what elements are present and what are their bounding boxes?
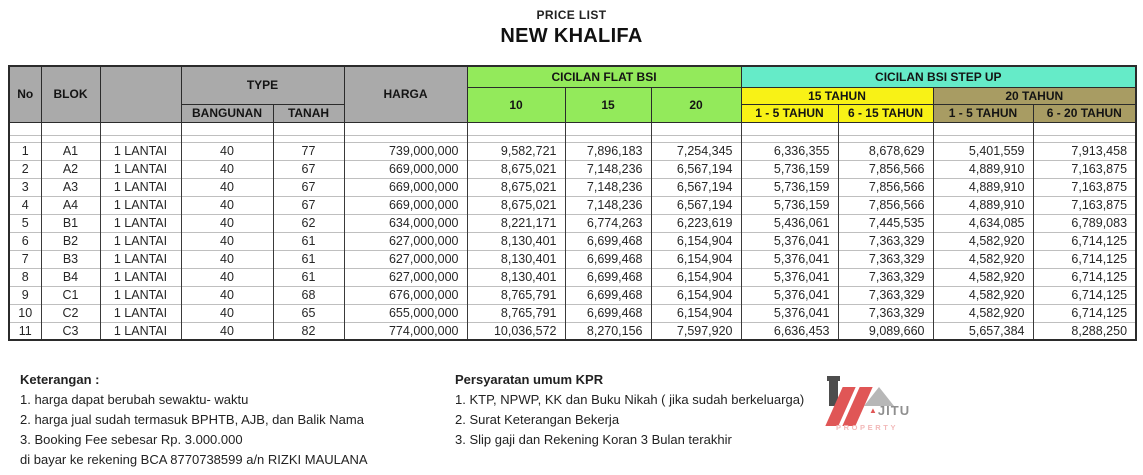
cell-bangunan: 40 — [181, 250, 273, 268]
cell-stepup15-1-5: 5,376,041 — [741, 268, 838, 286]
persyaratan-item: 2. Surat Keterangan Bekerja — [455, 412, 620, 427]
logo-text: JITU — [877, 403, 911, 418]
cell-harga: 627,000,000 — [344, 268, 467, 286]
cell-stepup15-6-15: 9,089,660 — [838, 322, 933, 340]
price-list-table — [8, 65, 1137, 341]
cell-stepup20-1-5: 4,582,920 — [933, 286, 1033, 304]
table-row — [9, 142, 1136, 160]
cell-flat-15: 6,699,468 — [565, 304, 651, 322]
cell-harga: 774,000,000 — [344, 322, 467, 340]
cell-floor: 1 LANTAI — [100, 178, 181, 196]
cell-flat-15: 6,774,263 — [565, 214, 651, 232]
keterangan-item: 3. Booking Fee sebesar Rp. 3.000.000 — [20, 432, 243, 447]
page-header — [0, 0, 1143, 48]
cell-blok: B4 — [41, 268, 100, 286]
table-row — [9, 178, 1136, 196]
cell-tanah: 61 — [273, 232, 344, 250]
cell-stepup15-6-15: 7,363,329 — [838, 232, 933, 250]
cell-flat-20: 6,154,904 — [651, 286, 741, 304]
cell-blok: B2 — [41, 232, 100, 250]
cell-floor: 1 LANTAI — [100, 214, 181, 232]
cell-flat-10: 8,221,171 — [467, 214, 565, 232]
cell-blok: C3 — [41, 322, 100, 340]
col-header-harga: HARGA — [344, 66, 467, 122]
cell-flat-20: 6,154,904 — [651, 304, 741, 322]
keterangan-item: 1. harga dapat berubah sewaktu- waktu — [20, 392, 249, 407]
cell-stepup20-1-5: 4,582,920 — [933, 232, 1033, 250]
cell-flat-10: 8,675,021 — [467, 160, 565, 178]
cell-flat-10: 8,130,401 — [467, 268, 565, 286]
cell-stepup15-1-5: 5,376,041 — [741, 250, 838, 268]
footer — [20, 370, 1143, 470]
cell-bangunan: 40 — [181, 160, 273, 178]
cell-bangunan: 40 — [181, 268, 273, 286]
cell-stepup15-6-15: 7,363,329 — [838, 304, 933, 322]
cell-stepup15-1-5: 5,736,159 — [741, 178, 838, 196]
header-row-1 — [9, 66, 1136, 87]
persyaratan-section — [455, 370, 810, 450]
cell-blok: A1 — [41, 142, 100, 160]
cell-blok: B3 — [41, 250, 100, 268]
cell-floor: 1 LANTAI — [100, 304, 181, 322]
cell-tanah: 82 — [273, 322, 344, 340]
cell-stepup15-6-15: 7,445,535 — [838, 214, 933, 232]
cell-blok: A4 — [41, 196, 100, 214]
cell-floor: 1 LANTAI — [100, 196, 181, 214]
col-header-tanah: TANAH — [273, 104, 344, 122]
cell-bangunan: 40 — [181, 286, 273, 304]
cell-stepup20-1-5: 4,582,920 — [933, 304, 1033, 322]
cell-flat-10: 10,036,572 — [467, 322, 565, 340]
cell-stepup15-1-5: 6,636,453 — [741, 322, 838, 340]
spacer-row — [9, 122, 1136, 135]
keterangan-title: Keterangan : — [20, 372, 100, 387]
cell-stepup20-1-5: 4,634,085 — [933, 214, 1033, 232]
cell-no: 10 — [9, 304, 41, 322]
cell-harga: 669,000,000 — [344, 196, 467, 214]
cell-flat-20: 6,154,904 — [651, 250, 741, 268]
col-header-15t-6-15: 6 - 15 TAHUN — [838, 104, 933, 122]
cell-stepup15-6-15: 8,678,629 — [838, 142, 933, 160]
cell-stepup15-6-15: 7,363,329 — [838, 268, 933, 286]
jitu-property-logo — [822, 374, 932, 438]
cell-stepup20-1-5: 4,889,910 — [933, 196, 1033, 214]
table-row — [9, 196, 1136, 214]
cell-stepup15-6-15: 7,856,566 — [838, 196, 933, 214]
cell-bangunan: 40 — [181, 178, 273, 196]
cell-flat-10: 8,130,401 — [467, 250, 565, 268]
cell-floor: 1 LANTAI — [100, 268, 181, 286]
page-title: NEW KHALIFA — [500, 25, 643, 47]
table-row — [9, 160, 1136, 178]
cell-flat-20: 6,567,194 — [651, 160, 741, 178]
cell-flat-15: 7,148,236 — [565, 196, 651, 214]
col-header-no: No — [9, 66, 41, 122]
cell-blok: A2 — [41, 160, 100, 178]
cell-tanah: 61 — [273, 268, 344, 286]
cell-floor: 1 LANTAI — [100, 232, 181, 250]
cell-bangunan: 40 — [181, 142, 273, 160]
cell-tanah: 65 — [273, 304, 344, 322]
cell-no: 3 — [9, 178, 41, 196]
cell-stepup20-6-20: 7,913,458 — [1033, 142, 1136, 160]
cell-bangunan: 40 — [181, 304, 273, 322]
cell-no: 11 — [9, 322, 41, 340]
cell-tanah: 67 — [273, 178, 344, 196]
page-subtitle: PRICE LIST — [536, 8, 607, 22]
cell-tanah: 67 — [273, 196, 344, 214]
cell-floor: 1 LANTAI — [100, 322, 181, 340]
cell-bangunan: 40 — [181, 232, 273, 250]
cell-harga: 655,000,000 — [344, 304, 467, 322]
table-row — [9, 286, 1136, 304]
cell-stepup15-1-5: 5,736,159 — [741, 196, 838, 214]
cell-bangunan: 40 — [181, 214, 273, 232]
cell-stepup20-6-20: 6,714,125 — [1033, 268, 1136, 286]
cell-harga: 669,000,000 — [344, 178, 467, 196]
cell-flat-15: 7,148,236 — [565, 160, 651, 178]
cell-no: 7 — [9, 250, 41, 268]
col-header-flat-15: 15 — [565, 87, 651, 122]
cell-stepup15-6-15: 7,856,566 — [838, 178, 933, 196]
cell-harga: 739,000,000 — [344, 142, 467, 160]
cell-stepup20-6-20: 6,714,125 — [1033, 286, 1136, 304]
cell-stepup15-1-5: 5,436,061 — [741, 214, 838, 232]
cell-stepup20-6-20: 6,714,125 — [1033, 232, 1136, 250]
cell-stepup20-1-5: 4,582,920 — [933, 250, 1033, 268]
cell-stepup20-1-5: 4,889,910 — [933, 160, 1033, 178]
cell-stepup20-1-5: 4,889,910 — [933, 178, 1033, 196]
keterangan-section — [20, 370, 455, 470]
cell-flat-20: 6,223,619 — [651, 214, 741, 232]
cell-blok: C2 — [41, 304, 100, 322]
cell-stepup20-6-20: 7,163,875 — [1033, 160, 1136, 178]
cell-stepup20-6-20: 7,163,875 — [1033, 178, 1136, 196]
cell-tanah: 62 — [273, 214, 344, 232]
cell-flat-15: 7,896,183 — [565, 142, 651, 160]
cell-stepup15-1-5: 6,336,355 — [741, 142, 838, 160]
cell-stepup20-6-20: 8,288,250 — [1033, 322, 1136, 340]
cell-harga: 634,000,000 — [344, 214, 467, 232]
cell-stepup20-6-20: 6,714,125 — [1033, 304, 1136, 322]
cell-no: 6 — [9, 232, 41, 250]
cell-flat-10: 8,130,401 — [467, 232, 565, 250]
cell-stepup20-6-20: 6,789,083 — [1033, 214, 1136, 232]
cell-harga: 627,000,000 — [344, 232, 467, 250]
cell-stepup15-1-5: 5,736,159 — [741, 160, 838, 178]
cell-floor: 1 LANTAI — [100, 250, 181, 268]
col-header-flat-20: 20 — [651, 87, 741, 122]
cell-floor: 1 LANTAI — [100, 160, 181, 178]
cell-flat-10: 8,765,791 — [467, 286, 565, 304]
cell-flat-10: 8,675,021 — [467, 178, 565, 196]
col-header-type: TYPE — [181, 66, 344, 104]
col-header-20t-6-20: 6 - 20 TAHUN — [1033, 104, 1136, 122]
col-header-20-tahun: 20 TAHUN — [933, 87, 1136, 104]
cell-no: 4 — [9, 196, 41, 214]
cell-no: 1 — [9, 142, 41, 160]
cell-floor: 1 LANTAI — [100, 142, 181, 160]
col-header-floor-empty — [100, 66, 181, 122]
cell-flat-10: 8,765,791 — [467, 304, 565, 322]
cell-stepup20-1-5: 5,657,384 — [933, 322, 1033, 340]
cell-flat-20: 7,597,920 — [651, 322, 741, 340]
cell-stepup15-1-5: 5,376,041 — [741, 286, 838, 304]
cell-stepup20-6-20: 7,163,875 — [1033, 196, 1136, 214]
keterangan-item: 2. harga jual sudah termasuk BPHTB, AJB, dan Balik Nama — [20, 412, 364, 427]
cell-flat-20: 7,254,345 — [651, 142, 741, 160]
cell-bangunan: 40 — [181, 322, 273, 340]
cell-flat-15: 6,699,468 — [565, 268, 651, 286]
table-row — [9, 232, 1136, 250]
cell-flat-20: 6,154,904 — [651, 232, 741, 250]
cell-tanah: 68 — [273, 286, 344, 304]
spacer-row — [9, 135, 1136, 142]
cell-stepup15-6-15: 7,363,329 — [838, 286, 933, 304]
cell-bangunan: 40 — [181, 196, 273, 214]
cell-flat-10: 8,675,021 — [467, 196, 565, 214]
cell-blok: B1 — [41, 214, 100, 232]
col-header-cicilan-bsi-step-up: CICILAN BSI STEP UP — [741, 66, 1136, 87]
keterangan-item: di bayar ke rekening BCA 8770738599 a/n RIZKI MAULANA — [20, 452, 368, 467]
cell-stepup20-1-5: 5,401,559 — [933, 142, 1033, 160]
cell-tanah: 61 — [273, 250, 344, 268]
persyaratan-item: 3. Slip gaji dan Rekening Koran 3 Bulan terakhir — [455, 432, 732, 447]
table-row — [9, 250, 1136, 268]
cell-flat-15: 6,699,468 — [565, 250, 651, 268]
cell-flat-20: 6,567,194 — [651, 178, 741, 196]
cell-harga: 676,000,000 — [344, 286, 467, 304]
cell-flat-15: 6,699,468 — [565, 232, 651, 250]
table-row — [9, 214, 1136, 232]
cell-stepup15-1-5: 5,376,041 — [741, 304, 838, 322]
logo-tick-icon: ▲ — [869, 406, 878, 415]
logo-subtext: PROPERTY — [836, 423, 899, 432]
col-header-blok: BLOK — [41, 66, 100, 122]
cell-blok: C1 — [41, 286, 100, 304]
cell-stepup20-6-20: 6,714,125 — [1033, 250, 1136, 268]
logo-wordmark — [869, 403, 910, 418]
cell-stepup15-6-15: 7,856,566 — [838, 160, 933, 178]
cell-flat-20: 6,154,904 — [651, 268, 741, 286]
col-header-bangunan: BANGUNAN — [181, 104, 273, 122]
table-row — [9, 304, 1136, 322]
table-row — [9, 268, 1136, 286]
col-header-flat-10: 10 — [467, 87, 565, 122]
persyaratan-item: 1. KTP, NPWP, KK dan Buku Nikah ( jika sudah berkeluarga) — [455, 392, 805, 407]
persyaratan-title: Persyaratan umum KPR — [455, 372, 604, 387]
cell-no: 5 — [9, 214, 41, 232]
cell-flat-10: 9,582,721 — [467, 142, 565, 160]
cell-stepup15-6-15: 7,363,329 — [838, 250, 933, 268]
cell-stepup15-1-5: 5,376,041 — [741, 232, 838, 250]
col-header-cicilan-flat-bsi: CICILAN FLAT BSI — [467, 66, 741, 87]
cell-stepup20-1-5: 4,582,920 — [933, 268, 1033, 286]
cell-tanah: 77 — [273, 142, 344, 160]
cell-no: 8 — [9, 268, 41, 286]
cell-blok: A3 — [41, 178, 100, 196]
cell-flat-15: 8,270,156 — [565, 322, 651, 340]
cell-tanah: 67 — [273, 160, 344, 178]
cell-harga: 627,000,000 — [344, 250, 467, 268]
cell-no: 2 — [9, 160, 41, 178]
cell-flat-20: 6,567,194 — [651, 196, 741, 214]
cell-floor: 1 LANTAI — [100, 286, 181, 304]
col-header-15t-1-5: 1 - 5 TAHUN — [741, 104, 838, 122]
cell-no: 9 — [9, 286, 41, 304]
table-row — [9, 322, 1136, 340]
col-header-15-tahun: 15 TAHUN — [741, 87, 933, 104]
col-header-20t-1-5: 1 - 5 TAHUN — [933, 104, 1033, 122]
cell-flat-15: 7,148,236 — [565, 178, 651, 196]
cell-flat-15: 6,699,468 — [565, 286, 651, 304]
cell-harga: 669,000,000 — [344, 160, 467, 178]
